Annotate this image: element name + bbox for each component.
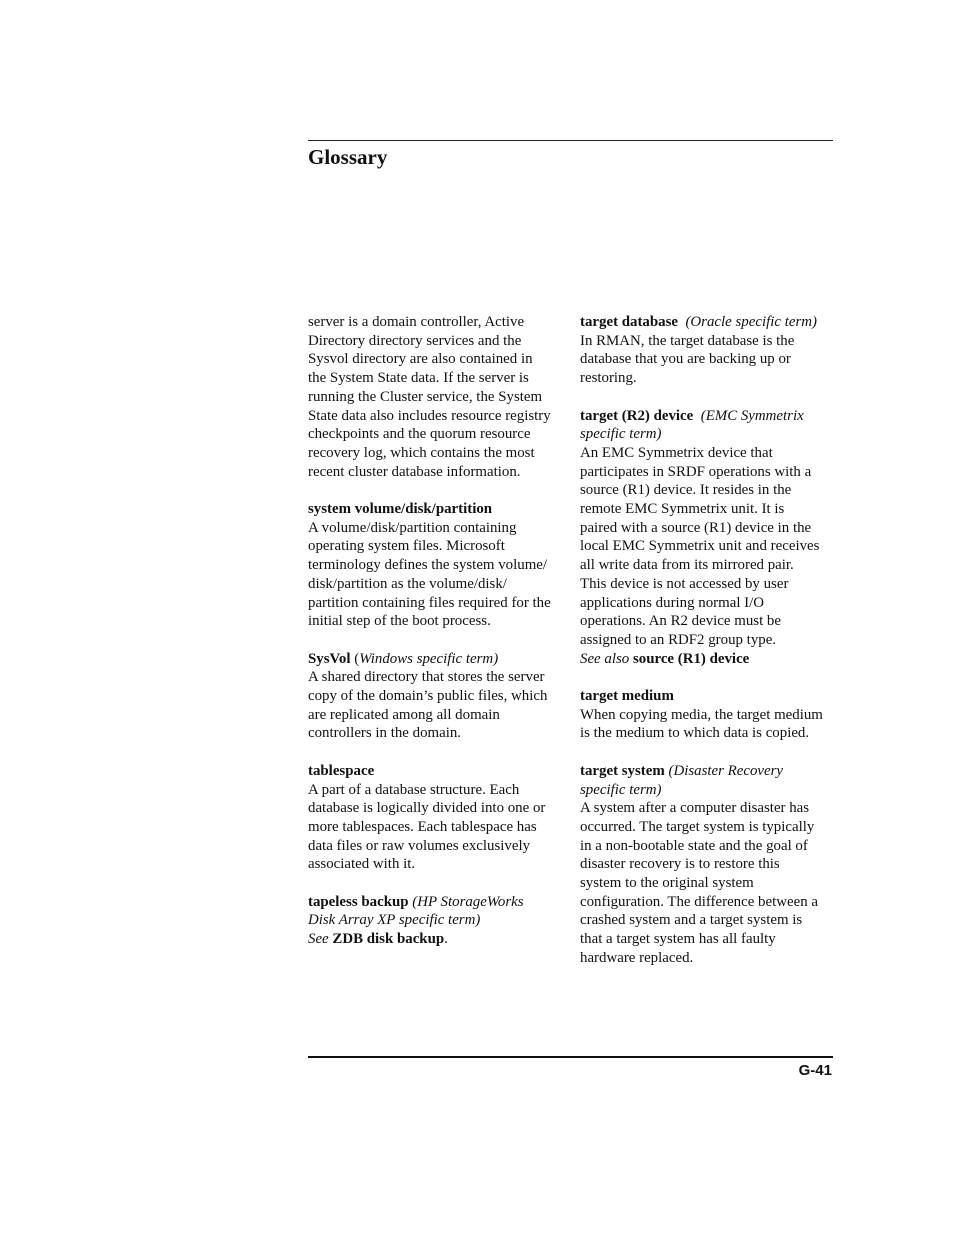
term-line — [580, 407, 838, 426]
definition-line: State data also includes resource registry — [308, 407, 551, 424]
term-line — [308, 650, 570, 669]
definition-line: checkpoints and the quorum resource — [308, 426, 531, 443]
definition-line: remote EMC Symmetrix unit. It is — [580, 501, 785, 518]
page-number: G-41 — [798, 1062, 832, 1079]
definition-line: configuration. The difference between a — [580, 893, 819, 910]
glossary-term: system volume/disk/partition — [308, 501, 493, 518]
definition-line: A system after a computer disaster has — [580, 800, 810, 817]
definition-line: When copying media, the target medium — [580, 706, 823, 723]
cross-reference-link[interactable]: ZDB disk backup — [332, 931, 445, 948]
definition-line: disk/partition as the volume/disk/ — [308, 575, 507, 592]
see-reference — [308, 930, 570, 949]
term-line — [580, 313, 838, 332]
page-title: Glossary — [308, 145, 388, 169]
entry-target-r2-device — [580, 407, 838, 669]
definition-line: A part of a database structure. Each — [308, 781, 520, 798]
glossary-term: target medium — [580, 688, 674, 705]
see-label: See — [308, 931, 329, 948]
definition-line: assigned to an RDF2 group type. — [580, 631, 777, 648]
definition-line: In RMAN, the target database is the — [580, 332, 795, 349]
entry-sysvol — [308, 650, 570, 744]
definition-line: local EMC Symmetrix unit and receives — [580, 538, 820, 555]
glossary-term: target system — [580, 762, 665, 779]
definition-line: This device is not accessed by user — [580, 575, 789, 592]
definition-line: server is a domain controller, Active — [308, 314, 525, 330]
definition-line: partition containing files required for the — [308, 594, 551, 611]
term-qualifier: specific term) — [580, 426, 662, 443]
term-line — [580, 762, 838, 781]
term-qualifier: Disk Array XP specific term) — [308, 912, 481, 929]
definition-line: terminology defines the system volume/ — [308, 557, 548, 574]
definition-line: controllers in the domain. — [308, 725, 462, 742]
definition-line: paired with a source (R1) device in the — [580, 519, 812, 536]
term-qualifier: specific term) — [580, 781, 662, 798]
entry-target-database — [580, 313, 838, 388]
footer-rule — [308, 1056, 833, 1058]
definition-line: Directory directory services and the — [308, 332, 522, 349]
definition-line: operations. An R2 device must be — [580, 613, 781, 630]
glossary-term: target database — [580, 314, 679, 330]
definition-line: initial step of the boot process. — [308, 613, 491, 630]
glossary-right-column — [580, 313, 838, 986]
definition-line: are replicated among all domain — [308, 706, 500, 723]
term-qualifier: Windows specific term) — [359, 650, 499, 667]
entry-system-volume — [308, 500, 570, 631]
glossary-left-column — [308, 313, 570, 968]
term-qualifier: (HP StorageWorks — [412, 893, 524, 910]
term-qualifier: (Disaster Recovery — [668, 762, 784, 779]
punctuation: . — [444, 931, 448, 948]
entry-target-medium — [580, 687, 838, 743]
entry-continuation — [308, 313, 570, 481]
definition-line: all write data from its mirrored pair. — [580, 557, 794, 574]
definition-line: copy of the domain’s public files, which — [308, 688, 548, 705]
term-line — [308, 893, 570, 912]
glossary-term: tablespace — [308, 762, 375, 779]
definition-line: disaster recovery is to restore this — [580, 856, 780, 873]
glossary-term: target (R2) device — [580, 407, 694, 424]
term-qualifier: (EMC Symmetrix — [700, 407, 804, 424]
see-also-label: See also — [580, 650, 630, 667]
definition-line: running the Cluster service, the System — [308, 388, 543, 405]
definition-line: is the medium to which data is copied. — [580, 725, 810, 742]
definition-line: data files or raw volumes exclusively — [308, 837, 531, 854]
definition-line: system to the original system — [580, 875, 754, 892]
paren: ( — [350, 650, 360, 667]
term-qualifier: (Oracle specific term) — [685, 314, 817, 330]
header-rule — [308, 140, 833, 141]
definition-line: recovery log, which contains the most — [308, 444, 535, 461]
definition-line: in a non-bootable state and the goal of — [580, 837, 808, 854]
definition-line: operating system files. Microsoft — [308, 538, 505, 555]
entry-tablespace — [308, 762, 570, 874]
see-also-reference — [580, 650, 838, 669]
definition-line: source (R1) device. It resides in the — [580, 482, 792, 499]
entry-target-system — [580, 762, 838, 968]
cross-reference-link[interactable]: source (R1) device — [632, 650, 750, 667]
definition-line: crashed system and a target system is — [580, 912, 803, 929]
definition-line: associated with it. — [308, 856, 416, 873]
glossary-term: tapeless backup — [308, 893, 409, 910]
definition-line: restoring. — [580, 370, 637, 387]
definition-line: participates in SRDF operations with a — [580, 463, 812, 480]
definition-line: recent cluster database information. — [308, 463, 521, 480]
entry-tapeless-backup — [308, 893, 570, 949]
definition-line: database that you are backing up or — [580, 351, 791, 368]
definition-line: that a target system has all faulty — [580, 931, 776, 948]
definition-line: the System State data. If the server is — [308, 370, 529, 387]
definition-line: Sysvol directory are also contained in — [308, 351, 533, 368]
definition-line: A volume/disk/partition containing — [308, 519, 517, 536]
definition-line: An EMC Symmetrix device that — [580, 444, 773, 461]
definition-line: hardware replaced. — [580, 949, 694, 966]
definition-line: database is logically divided into one or — [308, 800, 546, 817]
definition-line: A shared directory that stores the server — [308, 669, 545, 686]
glossary-term: SysVol — [308, 650, 351, 667]
definition-line: occurred. The target system is typically — [580, 818, 815, 835]
definition-line: more tablespaces. Each tablespace has — [308, 818, 537, 835]
definition-line: applications during normal I/O — [580, 594, 765, 611]
